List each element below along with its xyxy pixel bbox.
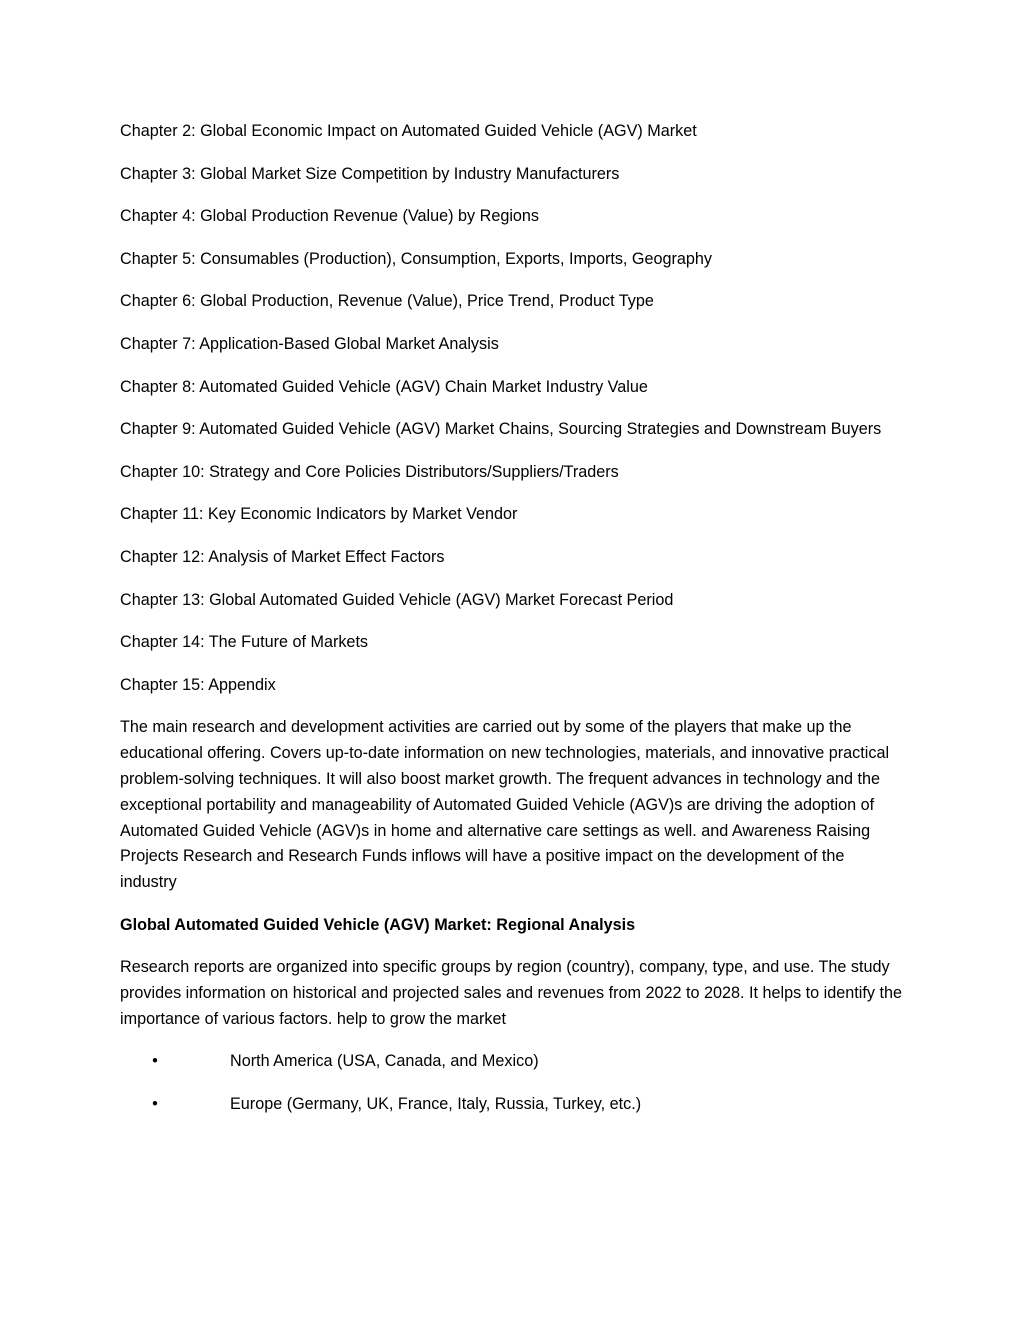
- chapter-item-7: Chapter 7: Application-Based Global Market Analysis: [120, 334, 499, 353]
- region-list-item: [120, 1092, 905, 1118]
- chapter-item-12: Chapter 12: Analysis of Market Effect Factors: [120, 547, 445, 566]
- chapter-item-9: Chapter 9: Automated Guided Vehicle (AGV) Market Chains, Sourcing Strategies and Downstream Buyers: [120, 420, 882, 439]
- chapter-item-11: Chapter 11: Key Economic Indicators by Market Vendor: [120, 505, 518, 524]
- region-label: North America (USA, Canada, and Mexico): [230, 1052, 539, 1071]
- chapter-item-3: Chapter 3: Global Market Size Competition by Industry Manufacturers: [120, 164, 620, 183]
- chapter-item-15: Chapter 15: Appendix: [120, 675, 276, 694]
- chapter-item-4: Chapter 4: Global Production Revenue (Value) by Regions: [120, 207, 540, 226]
- rd-paragraph: The main research and development activities are carried out by some of the players that make up the educational offering. Covers up-to-date information on new technologies, materials, and innovative practical problem-solving techniques. It will also boost market growth. The frequent advances in technology and the exceptional portability and manageability of Automated Guided Vehicle (AGV)s are driving the adoption of Automated Guided Vehicle (AGV)s in home and alternative care settings as well. and Awareness Raising Projects Research and Research Funds inflows will have a positive impact on the development of the industry: [120, 718, 890, 892]
- chapter-item-14: Chapter 14: The Future of Markets: [120, 633, 369, 652]
- chapter-item-10: Chapter 10: Strategy and Core Policies Distributors/Suppliers/Traders: [120, 462, 619, 481]
- regional-paragraph: Research reports are organized into specific groups by region (country), company, type, and use. The study provides information on historical and projected sales and revenues from 2022 to 2028. It helps to identify the importance of various factors. help to grow the market: [120, 958, 902, 1028]
- regional-analysis-heading: Global Automated Guided Vehicle (AGV) Market: Regional Analysis: [120, 915, 636, 934]
- region-list: [120, 1049, 905, 1117]
- chapter-item-6: Chapter 6: Global Production, Revenue (Value), Price Trend, Product Type: [120, 292, 654, 311]
- region-list-item: [120, 1049, 905, 1075]
- chapter-item-5: Chapter 5: Consumables (Production), Consumption, Exports, Imports, Geography: [120, 249, 713, 268]
- bullet-icon: •: [152, 1095, 158, 1114]
- bullet-icon: •: [152, 1052, 158, 1071]
- document-body: [120, 119, 905, 1135]
- chapter-item-13: Chapter 13: Global Automated Guided Vehicle (AGV) Market Forecast Period: [120, 590, 674, 609]
- region-label: Europe (Germany, UK, France, Italy, Russia, Turkey, etc.): [230, 1095, 642, 1114]
- chapter-item-2: Chapter 2: Global Economic Impact on Automated Guided Vehicle (AGV) Market: [120, 122, 697, 140]
- chapter-item-8: Chapter 8: Automated Guided Vehicle (AGV) Chain Market Industry Value: [120, 377, 648, 396]
